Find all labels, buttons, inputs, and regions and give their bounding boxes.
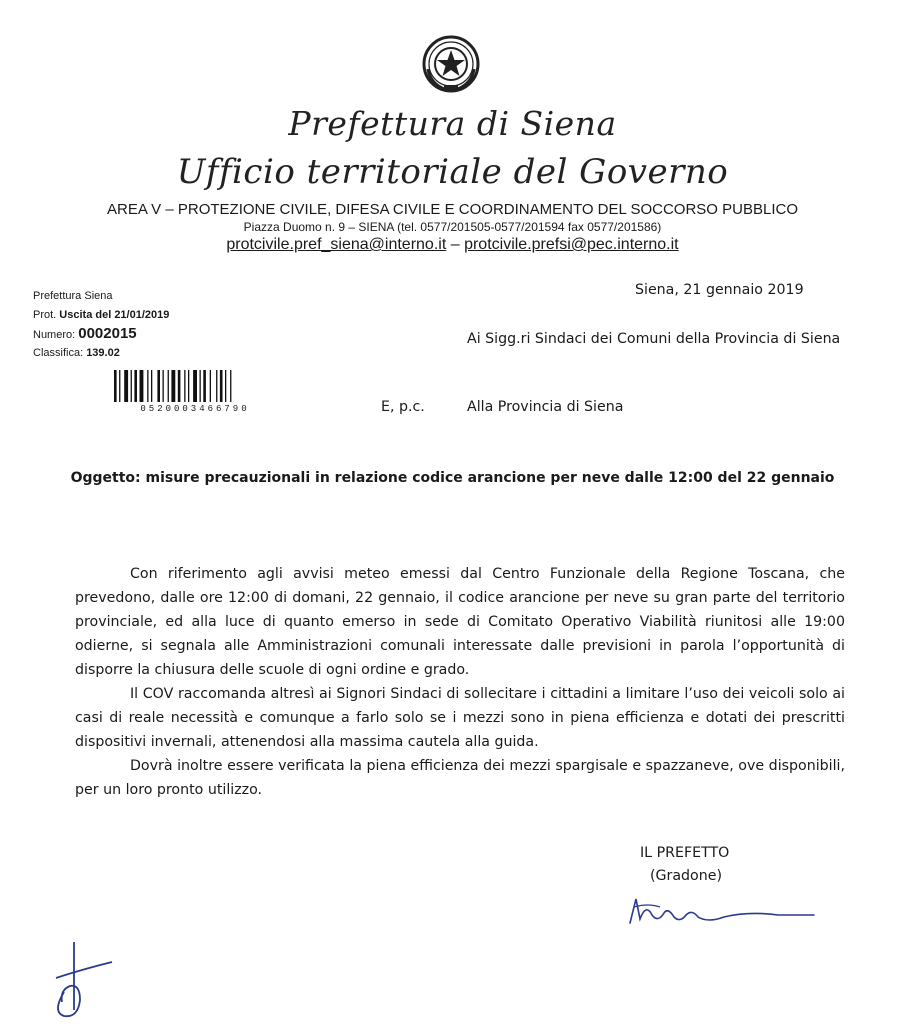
barcode-bar [124, 370, 128, 402]
number-line [33, 325, 137, 342]
address-line: Piazza Duomo n. 9 – SIENA (tel. 0577/201505-0577/201594 fax 0577/201586) [243, 220, 662, 234]
email-link-1[interactable]: protcivile.pref_siena@interno.it [226, 236, 447, 253]
body-paragraph-2: Il COV raccomanda altresì ai Signori Sindaci di sollecitare i cittadini a limitare l’uso dei veicoli solo ai casi di reale necessità e comunque a farlo solo se i mezzi sono in piena efficienza e dotati dei prescritti dispositivi invernali, attenendosi alla massima cautela alla guida. [75, 686, 845, 750]
barcode-bar [216, 370, 217, 402]
letter-subject: Oggetto: misure precauzionali in relazione codice arancione per neve dalle 12:00 del 22 gennaio [70, 470, 835, 486]
handwritten-initial [50, 940, 115, 1020]
barcode-bar [134, 370, 137, 402]
classification-label: Classifica: [33, 347, 84, 359]
signer-title: IL PREFETTO [640, 845, 730, 861]
cc-label: E, p.c. [381, 399, 425, 415]
protocol-line [33, 309, 169, 321]
barcode-bar [178, 370, 181, 402]
office-name: Prefettura di Siena [288, 104, 617, 143]
handwritten-signature [628, 893, 818, 933]
barcode [112, 370, 278, 408]
barcode-bar [131, 370, 132, 402]
letter-date: Siena, 21 gennaio 2019 [635, 282, 804, 298]
barcode-digits: 0520003466790 [140, 404, 250, 414]
addressee-province: Alla Provincia di Siena [467, 399, 624, 415]
barcode-bar [151, 370, 152, 402]
area-line: AREA V – PROTEZIONE CIVILE, DIFESA CIVILE E COORDINAMENTO DEL SOCCORSO PUBBLICO [107, 201, 798, 218]
addressee-mayors: Ai Sigg.ri Sindaci dei Comuni della Provincia di Siena [467, 331, 841, 347]
protocol-label: Prot. [33, 309, 57, 321]
office-subtitle: Ufficio territoriale del Governo [176, 152, 729, 192]
barcode-bar [163, 370, 164, 402]
number-label: Numero: [33, 329, 76, 341]
barcode-bar [157, 370, 160, 402]
barcode-bar [147, 370, 148, 402]
classification-value: 139.02 [86, 347, 120, 359]
signer-name: (Gradone) [650, 868, 722, 884]
barcode-bar [114, 370, 117, 402]
barcode-bar [168, 370, 169, 402]
barcode-bar [140, 370, 144, 402]
number-value: 0002015 [78, 325, 137, 342]
barcode-bar [230, 370, 231, 402]
email-link-2[interactable]: protcivile.prefsi@pec.interno.it [464, 236, 679, 253]
barcode-bar [220, 370, 223, 402]
barcode-bar [203, 370, 206, 402]
body-paragraph-3: Dovrà inoltre essere verificata la piena efficienza dei mezzi spargisale e spazzaneve, ove disponibili, per un loro pronto utilizzo. [75, 758, 845, 798]
barcode-bar [171, 370, 175, 402]
classification-line [33, 347, 120, 359]
barcode-bar [225, 370, 226, 402]
italian-republic-emblem-icon [420, 33, 482, 95]
email-separator: – [446, 236, 465, 253]
protocol-office: Prefettura Siena [33, 290, 113, 302]
barcode-bar [193, 370, 197, 402]
barcode-bar [184, 370, 185, 402]
barcode-bar [200, 370, 201, 402]
barcode-bar [119, 370, 120, 402]
protocol-value: Uscita del 21/01/2019 [59, 309, 170, 321]
body-paragraph-1: Con riferimento agli avvisi meteo emessi dal Centro Funzionale della Regione Toscana, che prevedono, dalle ore 12:00 di domani, 22 gennaio, il codice arancione per neve su gran parte del territorio provinciale, ed alla luce di quanto emerso in sede di Comitato Operativo Viabilità riunitosi alle 19:00 odierne, si segnala alle Amministrazioni comunali interessate dalle previsioni in parola l’opportunità di disporre la chiusura delle scuole di ogni ordine e grado. [75, 566, 845, 678]
barcode-bar [210, 370, 211, 402]
barcode-bar [188, 370, 189, 402]
email-line [0, 236, 905, 254]
